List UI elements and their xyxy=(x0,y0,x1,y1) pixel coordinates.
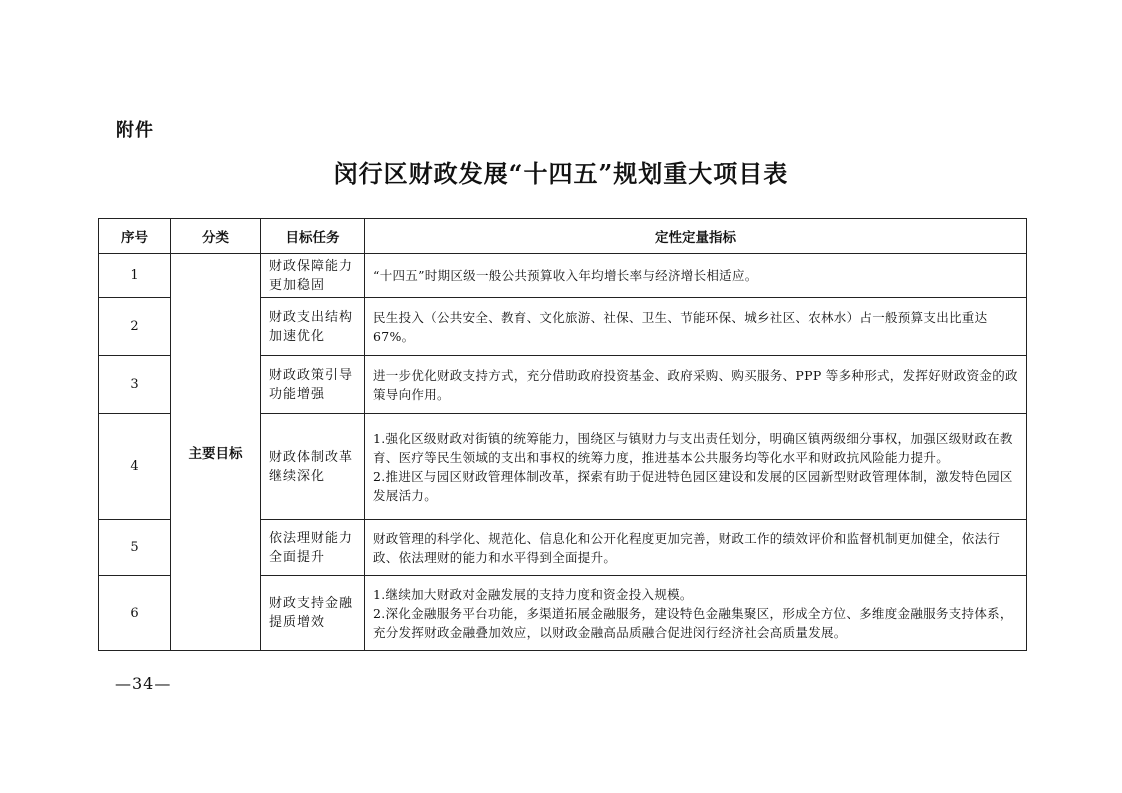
table-header-row xyxy=(99,219,1027,254)
project-table xyxy=(98,218,1027,651)
row-number: 2 xyxy=(99,298,171,356)
indicator-cell xyxy=(365,414,1027,520)
indicator-text: 2.深化金融服务平台功能，多渠道拓展金融服务，建设特色金融集聚区，形成全方位、多维度金融服务支持体系，充分发挥财政金融叠加效应，以财政金融高品质融合促进闵行经济社会高质量发展。 xyxy=(373,605,1013,640)
table-row xyxy=(99,254,1027,298)
indicator-text: 财政管理的科学化、规范化、信息化和公开化程度更加完善，财政工作的绩效评价和监督机制更加健全，依法行政、依法理财的能力和水平得到全面提升。 xyxy=(373,530,1001,565)
header-task: 目标任务 xyxy=(261,219,365,254)
row-number: 6 xyxy=(99,576,171,651)
task-cell: 财政体制改革继续深化 xyxy=(261,414,365,520)
task-cell: 财政政策引导功能增强 xyxy=(261,356,365,414)
task-cell: 财政支出结构加速优化 xyxy=(261,298,365,356)
header-no: 序号 xyxy=(99,219,171,254)
indicator-text: 2.推进区与园区财政管理体制改革，探索有助于促进特色园区建设和发展的区园新型财政管理体制，激发特色园区发展活力。 xyxy=(373,468,1013,503)
indicator-text: 进一步优化财政支持方式，充分借助政府投资基金、政府采购、购买服务、PPP 等多种形式，发挥好财政资金的政策导向作用。 xyxy=(373,367,1018,402)
task-cell: 财政支持金融提质增效 xyxy=(261,576,365,651)
indicator-text: 民生投入（公共安全、教育、文化旅游、社保、卫生、节能环保、城乡社区、农林水）占一般预算支出比重达 67%。 xyxy=(373,309,988,344)
attachment-label: 附件 xyxy=(116,120,154,141)
indicator-cell xyxy=(365,576,1027,651)
indicator-cell xyxy=(365,356,1027,414)
document-title: 闵行区财政发展“十四五”规划重大项目表 xyxy=(333,159,789,188)
indicator-text: 1.强化区级财政对街镇的统筹能力，围绕区与镇财力与支出责任划分，明确区镇两级细分事权，加强区级财政在教育、医疗等民生领域的支出和事权的统筹力度，推进基本公共服务均等化水平和财政抗风险能力提升。 xyxy=(373,430,1013,465)
page-number: —34— xyxy=(115,674,172,693)
task-cell: 财政保障能力更加稳固 xyxy=(261,254,365,298)
category-cell: 主要目标 xyxy=(171,254,261,651)
row-number: 1 xyxy=(99,254,171,298)
header-indicators: 定性定量指标 xyxy=(365,219,1027,254)
indicator-text: 1.继续加大财政对金融发展的支持力度和资金投入规模。 xyxy=(373,586,693,602)
indicator-cell xyxy=(365,298,1027,356)
indicator-cell xyxy=(365,254,1027,298)
row-number: 4 xyxy=(99,414,171,520)
row-number: 3 xyxy=(99,356,171,414)
row-number: 5 xyxy=(99,520,171,576)
indicator-cell xyxy=(365,520,1027,576)
task-cell: 依法理财能力全面提升 xyxy=(261,520,365,576)
indicator-text: “十四五”时期区级一般公共预算收入年均增长率与经济增长相适应。 xyxy=(373,268,758,283)
header-category: 分类 xyxy=(171,219,261,254)
